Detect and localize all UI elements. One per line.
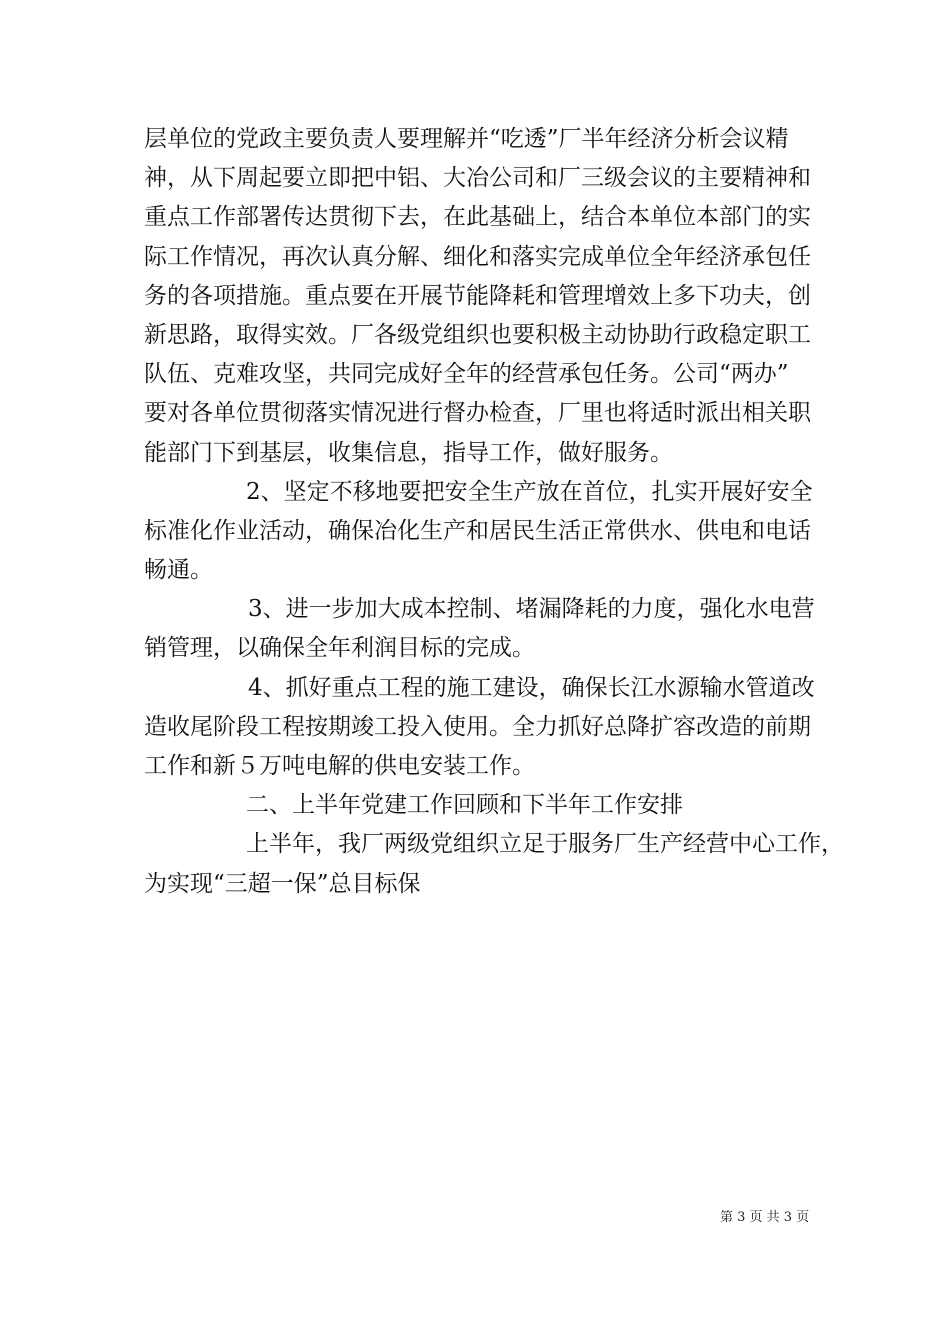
text-line: 要对各单位贯彻落实情况进行督办检查，厂里也将适时派出相关职: [144, 400, 811, 427]
text-line: 能部门下到基层，收集信息，指导工作，做好服务。: [144, 439, 673, 466]
text-line: 队伍、克难攻坚，共同完成好全年的经营承包任务。公司“两办”: [144, 361, 789, 388]
paragraph-item-4-first-line: 4、抓好重点工程的施工建设，确保长江水源输水管道改: [248, 674, 815, 701]
text-line: 造收尾阶段工程按期竣工投入使用。全力抓好总降扩容改造的前期: [144, 713, 811, 740]
text-line: 新思路，取得实效。厂各级党组织也要积极主动协助行政稳定职工: [144, 321, 811, 348]
text-line: 层单位的党政主要负责人要理解并“吃透”厂半年经济分析会议精: [144, 126, 789, 152]
body-text: [144, 120, 844, 904]
section-heading: 二、上半年党建工作回顾和下半年工作安排: [246, 792, 683, 819]
paragraph-item-3-first-line: 3、进一步加大成本控制、堵漏降耗的力度，强化水电营: [248, 596, 815, 623]
page-number-footer: 第 3 页 共 3 页: [720, 1210, 810, 1225]
text-line: 际工作情况，再次认真分解、细化和落实完成单位全年经济承包任: [144, 243, 811, 270]
text-line: 销管理，以确保全年利润目标的完成。: [144, 635, 535, 662]
text-line: 工作和新５万吨电解的供电安装工作。: [144, 753, 535, 779]
text-line: 务的各项措施。重点要在开展节能降耗和管理增效上多下功夫，创: [144, 282, 811, 309]
text-line: 为实现“三超一保”总目标保: [144, 870, 421, 897]
text-line: 重点工作部署传达贯彻下去，在此基础上，结合本单位本部门的实: [144, 204, 811, 231]
text-line: 标准化作业活动，确保冶化生产和居民生活正常供水、供电和电话: [144, 517, 811, 544]
text-line: 神，从下周起要立即把中铝、大冶公司和厂三级会议的主要精神和: [144, 165, 811, 192]
text-line: 畅通。: [144, 557, 213, 584]
paragraph-item-2-first-line: 2、坚定不移地要把安全生产放在首位，扎实开展好安全: [246, 478, 813, 505]
paragraph-first-line: 上半年，我厂两级党组织立足于服务厂生产经营中心工作，: [246, 831, 844, 858]
